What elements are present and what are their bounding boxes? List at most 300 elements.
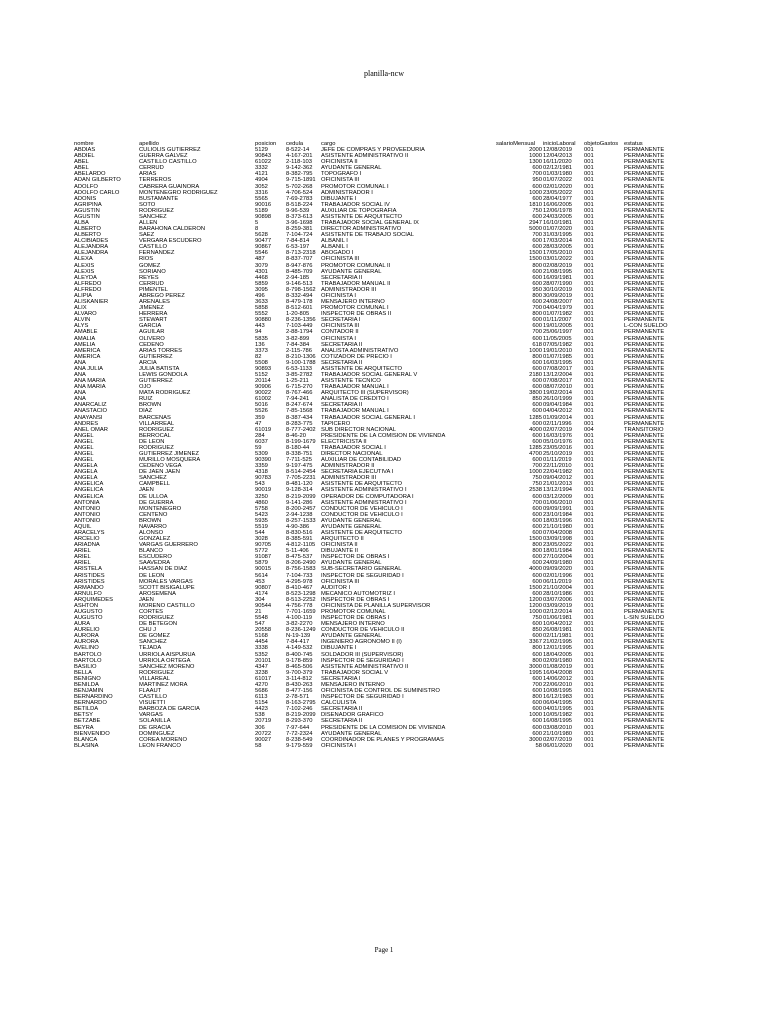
cell-nombre: BENILDA (74, 681, 99, 688)
cell-cedula: 8-219-2099 (286, 493, 316, 500)
cell-cedula: 2-94-1238 (286, 511, 313, 518)
cell-inicio-laboral: 28/07/1990 (543, 280, 573, 287)
cell-salario-mensual: 600 (532, 718, 542, 725)
cell-objeto-gastos: 001 (584, 511, 594, 518)
cell-cargo: DIRECTOR ADMINISTRATIVO (321, 226, 402, 233)
cell-objeto-gastos: 001 (584, 675, 594, 682)
cell-estatus: PERMANENTE (624, 238, 665, 245)
cell-cedula: 1-25-211 (286, 378, 309, 385)
cell-posicion: 5519 (255, 523, 268, 530)
cell-nombre: ANASTACIO (74, 408, 108, 415)
cell-apellido: GONZALEZ (139, 536, 171, 543)
cell-salario-mensual: 700 (532, 499, 542, 506)
cell-apellido: ABREGO PEREZ (139, 292, 185, 299)
cell-inicio-laboral: 03/09/2019 (543, 602, 573, 609)
cell-salario-mensual: 58 (535, 742, 542, 749)
cell-posicion: 61019 (255, 426, 272, 433)
cell-cargo: AYUDANTE GENERAL (321, 523, 382, 530)
cell-objeto-gastos: 001 (584, 566, 594, 573)
cell-objeto-gastos: 001 (584, 505, 594, 512)
cell-nombre: ALIPIA (74, 292, 93, 299)
cell-salario-mensual: 600 (532, 590, 542, 597)
cell-objeto-gastos: 001 (584, 274, 594, 281)
cell-apellido: OLIVERO (139, 335, 165, 342)
cell-apellido: DE LEON (139, 438, 165, 445)
cell-estatus: PERMANENTE (624, 536, 665, 543)
cell-posicion: 90783 (255, 475, 272, 482)
cell-cedula: 2-115-786 (286, 347, 312, 354)
cell-inicio-laboral: 01/03/1980 (543, 171, 573, 178)
cell-objeto-gastos: 001 (584, 517, 594, 524)
cell-posicion: 6113 (255, 694, 268, 701)
cell-estatus: PERMANENTE (624, 432, 665, 439)
cell-estatus: PERMANENTE (624, 481, 665, 488)
cell-apellido: VISUETTI (139, 700, 166, 707)
cell-posicion: 3633 (255, 299, 268, 306)
cell-cargo: SUB-SECRETARIO GENERAL (321, 566, 402, 573)
cell-salario-mensual: 600 (532, 238, 542, 245)
cell-cedula: 8-513-2252 (286, 596, 316, 603)
cell-apellido: CASTILLO (139, 694, 168, 701)
cell-salario-mensual: 850 (532, 627, 542, 634)
cell-nombre: AGUSTIN (74, 213, 100, 220)
cell-apellido: TERREROS (139, 177, 172, 184)
cell-posicion: 5614 (255, 572, 268, 579)
cell-objeto-gastos: 001 (584, 189, 594, 196)
cell-cedula: 3-96-1698 (286, 220, 313, 227)
cell-salario-mensual: 800 (532, 311, 542, 318)
cell-posicion: 5758 (255, 505, 268, 512)
cell-cedula: 9-178-859 (286, 657, 313, 664)
cell-cargo: SECRETARIA II (321, 359, 363, 366)
cell-cedula: 4-706-524 (286, 189, 313, 196)
cell-salario-mensual: 600 (532, 378, 542, 385)
cell-estatus: PERMANENTE (624, 651, 665, 658)
cell-estatus: PERMANENTE (624, 189, 665, 196)
cell-cedula: 7-97-644 (286, 724, 310, 731)
cell-cargo: SECRETARIA II (321, 274, 363, 281)
cell-cargo: PROMOTOR COMUNAL I (321, 305, 389, 312)
cell-objeto-gastos: 001 (584, 639, 594, 646)
cell-cargo: PRESIDENTE DE LA COMISION DE VIVIENDA (321, 432, 446, 439)
cell-objeto-gastos: 001 (584, 548, 594, 555)
cell-objeto-gastos: 001 (584, 371, 594, 378)
cell-cedula: 6-53-197 (286, 244, 310, 251)
cell-nombre: ANGEL (74, 432, 94, 439)
cell-nombre: ARMANDO (74, 584, 104, 591)
cell-objeto-gastos: 001 (584, 633, 594, 640)
cell-estatus: PERMANENTE (624, 596, 665, 603)
cell-nombre: ANDRES (74, 420, 99, 427)
cell-estatus: PERMANENTE (624, 487, 665, 494)
cell-nombre: BEYRA (74, 724, 94, 731)
cell-salario-mensual: 600 (532, 578, 542, 585)
cell-apellido: ARCIA (139, 359, 157, 366)
cell-objeto-gastos: 001 (584, 220, 594, 227)
cell-nombre: ANA MARIA (74, 384, 106, 391)
cell-objeto-gastos: 001 (584, 292, 594, 299)
cell-objeto-gastos: 001 (584, 159, 594, 166)
cell-objeto-gastos: 001 (584, 299, 594, 306)
cell-cargo: CONDUCTOR DE VEHICULO I (321, 511, 403, 518)
cell-posicion: 5879 (255, 560, 268, 567)
cell-posicion: 543 (255, 481, 265, 488)
cell-nombre: BETILDA (74, 706, 99, 713)
cell-estatus: PERMANENTE (624, 213, 665, 220)
cell-nombre: BERNARDO (74, 700, 107, 707)
cell-nombre: ANGELICA (74, 493, 104, 500)
cell-salario-mensual: 600 (532, 335, 542, 342)
cell-apellido: CABRERA GUAINORA (139, 183, 200, 190)
cell-nombre: ALEJANDRA (74, 244, 109, 251)
cell-estatus: PERMANENTE (624, 560, 665, 567)
cell-nombre: BETZABE (74, 718, 101, 725)
cell-objeto-gastos: 001 (584, 201, 594, 208)
column-header-apellido: apellido (139, 141, 159, 147)
cell-cargo: INSPECTOR DE SEGURIDAD I (321, 572, 404, 579)
cell-apellido: ARIAS (139, 171, 157, 178)
cell-salario-mensual: 600 (532, 438, 542, 445)
cell-apellido: OJO (139, 384, 151, 391)
cell-inicio-laboral: 16/03/1995 (543, 359, 573, 366)
cell-cedula: 8-46-20 (286, 432, 306, 439)
cell-objeto-gastos: 001 (584, 590, 594, 597)
cell-cargo: OFICINISTA I (321, 292, 356, 299)
cell-estatus: PERMANENTE (624, 147, 665, 154)
cell-objeto-gastos: 001 (584, 463, 594, 470)
cell-salario-mensual: 2180 (529, 371, 542, 378)
cell-cargo: TRABAJADOR MANUAL II (321, 280, 391, 287)
cell-inicio-laboral: 02/12/2014 (543, 609, 573, 616)
cell-salario-mensual: 1000 (529, 153, 542, 160)
cell-posicion: 3238 (255, 669, 268, 676)
cell-salario-mensual: 1200 (529, 602, 542, 609)
cell-apellido: BROWN (139, 517, 162, 524)
cell-objeto-gastos: 001 (584, 657, 594, 664)
cell-inicio-laboral: 12/08/2019 (543, 147, 573, 154)
cell-nombre: AQUIL (74, 523, 92, 530)
cell-salario-mensual: 1000 (529, 609, 542, 616)
cell-nombre: ANEL OMAR (74, 426, 108, 433)
cell-nombre: ABEL (74, 159, 89, 166)
cell-cedula: 8-400-745 (286, 651, 313, 658)
cell-cargo: OFICINISTA I (321, 742, 356, 749)
cell-cedula: 8-385-591 (286, 536, 313, 543)
cell-objeto-gastos: 001 (584, 554, 594, 561)
cell-cedula: 8-373-613 (286, 213, 313, 220)
cell-salario-mensual: 600 (532, 511, 542, 518)
cell-nombre: ADAN GILBERTO (74, 177, 121, 184)
column-header-salario-mensual: salarioMensual (496, 141, 535, 147)
cell-salario-mensual: 3800 (529, 390, 542, 397)
cell-objeto-gastos: 001 (584, 256, 594, 263)
cell-posicion: 90022 (255, 390, 272, 397)
cell-inicio-laboral: 01/06/1981 (543, 615, 573, 622)
cell-posicion: 90544 (255, 602, 272, 609)
cell-nombre: ALISKANIER (74, 299, 109, 306)
cell-apellido: DE JAEN JAEN (139, 469, 180, 476)
cell-estatus: PERMANENTE (624, 554, 665, 561)
cell-posicion: 5168 (255, 633, 268, 640)
cell-cargo: TRABAJADOR SOCIAL GENERAL V (321, 371, 418, 378)
cell-cedula: 3-82-2270 (286, 621, 313, 628)
cell-estatus: PERMANENTE (624, 262, 665, 269)
cell-salario-mensual: 600 (532, 633, 542, 640)
cell-cargo: INSPECTOR DE OBRAS I (321, 554, 390, 561)
cell-apellido: JIMENEZ (139, 305, 164, 312)
cell-apellido: ESCUDERO (139, 554, 172, 561)
cell-estatus: PERMANENTE (624, 402, 665, 409)
cell-inicio-laboral: 03/08/2010 (543, 724, 573, 731)
cell-objeto-gastos: 001 (584, 706, 594, 713)
cell-inicio-laboral: 19/02/2014 (543, 390, 573, 397)
cell-nombre: ANA MARIA (74, 378, 106, 385)
cell-cedula: 8-485-709 (286, 268, 313, 275)
cell-cedula: 9-100-1788 (286, 359, 316, 366)
cell-cargo: OFICINISTA III (321, 256, 360, 263)
cell-estatus: PERMANENTE (624, 268, 665, 275)
cell-posicion: 94 (255, 329, 262, 336)
cell-inicio-laboral: 23/10/1984 (543, 511, 573, 518)
cell-inicio-laboral: 16/12/1983 (543, 694, 573, 701)
cell-salario-mensual: 700 (532, 232, 542, 239)
cell-inicio-laboral: 04/04/1979 (543, 305, 573, 312)
cell-inicio-laboral: 13/12/1994 (543, 487, 573, 494)
cell-cedula: 8-430-263 (286, 681, 313, 688)
cell-estatus: PERMANENTE (624, 444, 665, 451)
cell-apellido: ARIAS TORRES (139, 347, 182, 354)
cell-salario-mensual: 750 (532, 475, 542, 482)
cell-objeto-gastos: 001 (584, 420, 594, 427)
cell-nombre: ARIEL (74, 548, 91, 555)
cell-nombre: AUGUSTO (74, 615, 103, 622)
cell-cedula: 8-200-2457 (286, 505, 316, 512)
cell-cargo: DIBUJANTE II (321, 548, 359, 555)
cell-nombre: ALBERTO (74, 226, 101, 233)
cell-nombre: AMALIA (74, 335, 96, 342)
cell-estatus: PERMANENTE (624, 292, 665, 299)
cell-inicio-laboral: 02/12/1981 (543, 165, 573, 172)
cell-estatus: PERMANENTE (624, 523, 665, 530)
cell-cargo: TAPICERO (321, 420, 351, 427)
cell-cedula: 7-72-2324 (286, 730, 313, 737)
cell-inicio-laboral: 22/06/2010 (543, 681, 573, 688)
cell-inicio-laboral: 02/07/2019 (543, 426, 573, 433)
cell-inicio-laboral: 02/01/2020 (543, 183, 573, 190)
cell-nombre: BLASINA (74, 742, 99, 749)
cell-cedula: 2-78-571 (286, 694, 310, 701)
cell-apellido: SANCHEZ (139, 475, 167, 482)
cell-apellido: RODRIGUEZ (139, 207, 174, 214)
cell-cedula: 8-477-156 (286, 688, 313, 695)
cell-salario-mensual: 1300 (529, 159, 542, 166)
cell-inicio-laboral: 16/10/1981 (543, 220, 573, 227)
cell-salario-mensual: 850 (532, 396, 542, 403)
cell-inicio-laboral: 04/04/2012 (543, 408, 573, 415)
cell-cedula: 9-128-314 (286, 487, 313, 494)
cell-nombre: ARQUIMEDES (74, 596, 113, 603)
cell-estatus: PERMANENTE (624, 438, 665, 445)
cell-cedula: 4-295-978 (286, 578, 313, 585)
cell-inicio-laboral: 06/11/2019 (543, 578, 572, 585)
cell-cargo: ANALISTA DE CREDITO I (321, 396, 389, 403)
cell-posicion: 5546 (255, 250, 268, 257)
cell-objeto-gastos: 001 (584, 493, 594, 500)
cell-nombre: ANA (74, 390, 86, 397)
cell-cedula: 8-767-466 (286, 390, 313, 397)
cell-objeto-gastos: 001 (584, 323, 594, 330)
cell-cargo: DIBUJANTE I (321, 645, 357, 652)
cell-estatus: PERMANENTE (624, 384, 665, 391)
cell-cargo: TRABAJADOR MANUAL I (321, 384, 389, 391)
cell-posicion: 90015 (255, 566, 272, 573)
cell-apellido: SAEZ (139, 232, 155, 239)
cell-inicio-laboral: 17/05/2010 (543, 250, 573, 257)
cell-cedula: 8-238-549 (286, 736, 313, 743)
cell-posicion: 5309 (255, 450, 268, 457)
cell-apellido: CEDEÑO (139, 341, 164, 348)
cell-estatus: PERMANENTE (624, 183, 665, 190)
cell-apellido: GUTIERREZ JIMENEZ (139, 450, 199, 457)
cell-inicio-laboral: 24/03/2005 (543, 213, 573, 220)
cell-inicio-laboral: 18/01/1984 (543, 548, 573, 555)
cell-nombre: ABELARDO (74, 171, 106, 178)
cell-nombre: ALYS (74, 323, 89, 330)
cell-salario-mensual: 800 (532, 548, 542, 555)
cell-salario-mensual: 600 (532, 572, 542, 579)
cell-apellido: HERRERA (139, 311, 168, 318)
cell-estatus: PERMANENTE (624, 578, 665, 585)
cell-salario-mensual: 1000 (529, 347, 542, 354)
cell-apellido: CULIOLIS GUTIERREZ (139, 147, 201, 154)
cell-cedula: 8-180-44 (286, 444, 310, 451)
cell-nombre: ALEXIS (74, 268, 95, 275)
cell-apellido: RUIZ (139, 396, 153, 403)
cell-nombre: BLANCA (74, 736, 98, 743)
cell-cedula: 8-387-434 (286, 414, 313, 421)
cell-salario-mensual: 1285 (529, 414, 542, 421)
cell-apellido: CENTENO (139, 511, 168, 518)
document-title: planilla-ncw (364, 69, 404, 78)
cell-estatus: PERMANENTE (624, 335, 665, 342)
cell-posicion: 6037 (255, 438, 268, 445)
cell-cargo: TRABAJADOR SOCIAL IV (321, 201, 390, 208)
cell-posicion: 5859 (255, 280, 268, 287)
column-header-inicio-laboral: inicioLaboral (543, 141, 576, 147)
cell-salario-mensual: 700 (532, 171, 542, 178)
cell-posicion: 3338 (255, 645, 268, 652)
cell-estatus: PERMANENTE (624, 226, 665, 233)
cell-cargo: TRABAJADOR SOCIAL I (321, 444, 386, 451)
cell-apellido: JULIA BATISTA (139, 365, 180, 372)
cell-salario-mensual: 600 (532, 408, 542, 415)
cell-estatus: PERMANENTE (624, 414, 665, 421)
cell-cedula: 8-514-2454 (286, 469, 316, 476)
cell-inicio-laboral: 03/07/2006 (543, 596, 573, 603)
cell-nombre: BENIGNO (74, 675, 101, 682)
cell-estatus: PERMANENTE (624, 609, 665, 616)
cell-estatus: PERMANENTE (624, 730, 665, 737)
cell-cargo: TRABAJADOR SOCIAL GENERAL IX (321, 220, 419, 227)
cell-cargo: SUB DIRECTOR NACIONAL (321, 426, 396, 433)
cell-apellido: ALLEN (139, 220, 158, 227)
cell-inicio-laboral: 17/03/2014 (543, 238, 573, 245)
cell-cargo: AYUDANTE GENERAL (321, 633, 382, 640)
cell-objeto-gastos: 001 (584, 177, 594, 184)
cell-inicio-laboral: 16/11/2020 (543, 159, 572, 166)
cell-estatus: PERMANENTE (624, 499, 665, 506)
cell-inicio-laboral: 02/11/1996 (543, 420, 572, 427)
cell-cargo: ADMINISTRADOR II (321, 463, 375, 470)
cell-inicio-laboral: 07/08/2017 (543, 378, 573, 385)
cell-estatus: PERMANENTE (624, 171, 665, 178)
cell-inicio-laboral: 21/08/1995 (543, 268, 573, 275)
cell-nombre: ALIX (74, 305, 87, 312)
cell-estatus: PERMANENTE (624, 347, 665, 354)
cell-posicion: 90906 (255, 384, 272, 391)
cell-apellido: LEWIS GONDOLA (139, 371, 188, 378)
cell-apellido: LEON FRANCO (139, 742, 181, 749)
cell-apellido: MURILLO MOSQUERA (139, 457, 201, 464)
cell-estatus: PERMANENTE (624, 244, 665, 251)
cell-salario-mensual: 2947 (529, 220, 542, 227)
cell-estatus: PERMANENTE (624, 177, 665, 184)
cell-posicion: 90390 (255, 457, 272, 464)
cell-apellido: AROSEMENA (139, 590, 177, 597)
cell-objeto-gastos: 001 (584, 244, 594, 251)
cell-cargo: JEFE DE COMPRAS Y PROVEEDURIA (321, 147, 425, 154)
cell-inicio-laboral: 31/03/1995 (543, 232, 573, 239)
cell-salario-mensual: 800 (532, 292, 542, 299)
cell-estatus: PERMANENTE (624, 584, 665, 591)
cell-objeto-gastos: 001 (584, 542, 594, 549)
cell-cargo: PROMOTOR COMUNAL I (321, 183, 389, 190)
cell-posicion: 8 (255, 226, 259, 233)
cell-estatus: PERMANENTE (624, 311, 665, 318)
cell-estatus: PERMANENTE (624, 517, 665, 524)
cell-nombre: ARISTIDES (74, 572, 105, 579)
cell-posicion: 4468 (255, 274, 268, 281)
cell-inicio-laboral: 07/05/1982 (543, 341, 573, 348)
cell-salario-mensual: 618 (532, 341, 542, 348)
cell-posicion: 5858 (255, 305, 268, 312)
cell-apellido: CEDEÑO VEGA (139, 463, 182, 470)
cell-nombre: ANGELICA (74, 481, 104, 488)
cell-estatus: PERMANENTE (624, 286, 665, 293)
cell-salario-mensual: 600 (532, 195, 542, 202)
cell-apellido: STEWART (139, 317, 168, 324)
cell-cargo: OFICINISTA DE PLANILLA SUPERVISOR (321, 602, 431, 609)
cell-cedula: 7-103-449 (286, 323, 313, 330)
cell-estatus: PERMANENTE (624, 700, 665, 707)
cell-nombre: AURORA (74, 633, 99, 640)
cell-cargo: INGENIERO AGRONOMO II (I) (321, 639, 402, 646)
cell-cargo: ALBAÑIL I (321, 244, 348, 251)
cell-objeto-gastos: 001 (584, 280, 594, 287)
cell-nombre: BELLA (74, 669, 93, 676)
cell-salario-mensual: 600 (532, 268, 542, 275)
cell-objeto-gastos: 001 (584, 742, 594, 749)
cell-posicion: 91087 (255, 554, 272, 561)
cell-cargo: AUDITOR I (321, 584, 351, 591)
cell-nombre: ADOLFO (74, 183, 98, 190)
cell-cedula: 9-700-379 (286, 669, 313, 676)
cell-inicio-laboral: 25/06/1997 (543, 329, 573, 336)
cell-cedula: 9-96-539 (286, 207, 310, 214)
cell-objeto-gastos: 001 (584, 365, 594, 372)
cell-inicio-laboral: 30/10/2019 (543, 286, 573, 293)
cell-nombre: ALEXA (74, 256, 93, 263)
